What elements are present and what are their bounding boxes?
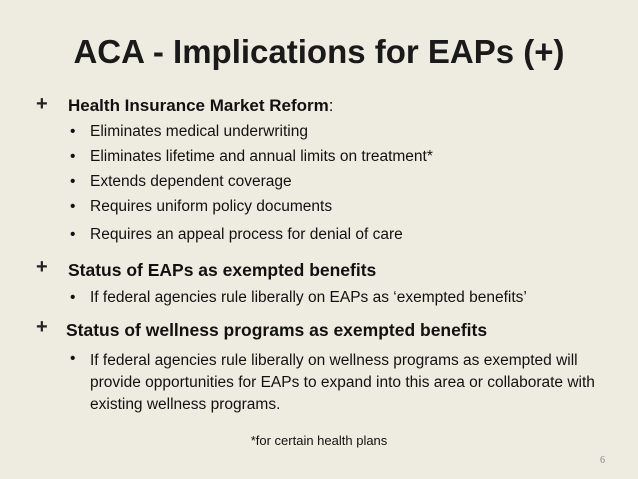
bullet-dot: • [70,198,76,215]
bullet-text: Eliminates medical underwriting [90,123,308,140]
section-heading-market-reform [68,96,333,116]
section-heading-wellness-exempted [66,320,487,341]
bullet-text: If federal agencies rule liberally on wellness programs as exempted will provide opportunities for EAPs to expand into this area or collaborate with existing wellness programs. [90,352,595,413]
section-heading-text: Status of EAPs as exempted benefits [68,260,377,280]
bullet-text: Requires uniform policy documents [90,198,333,215]
section-heading-text: Status of wellness programs as exempted benefits [66,320,488,340]
bullet-text: Eliminates lifetime and annual limits on treatment* [90,148,433,165]
bullet-dot: • [70,148,76,165]
section-heading-text: Health Insurance Market Reform [68,96,329,115]
page-number: 6 [600,455,605,466]
footnote: *for certain health plans [250,433,388,448]
slide-title: ACA - Implications for EAPs (+) [73,33,565,70]
section-heading-eaps-exempted [68,260,376,281]
bullet-dot: • [70,350,76,367]
bullet-dot: • [70,173,76,190]
section-heading-suffix: : [328,96,334,115]
bullet-text: Requires an appeal process for denial of care [90,226,403,243]
bullet-dot: • [70,226,76,243]
plus-marker-3: + [36,316,48,338]
plus-marker-2: + [36,256,48,278]
bullet-dot: • [70,123,76,140]
bullet-text: If federal agencies rule liberally on EAPs as ‘exempted benefits’ [90,289,527,306]
bullet-text: Extends dependent coverage [90,173,292,190]
plus-marker-1: + [36,93,48,115]
bullet-dot: • [70,289,76,306]
